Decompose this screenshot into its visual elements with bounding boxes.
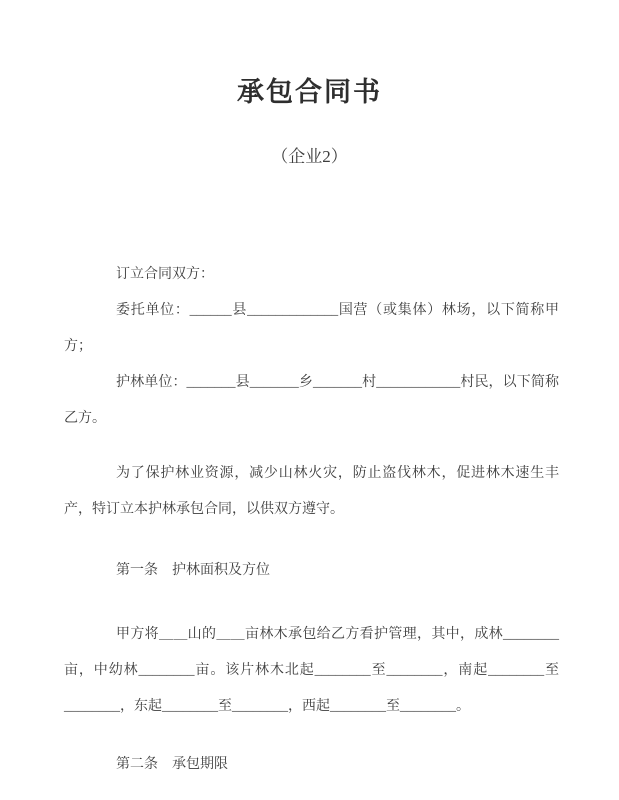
party-b-line: 护林单位：_______县_______乡_______村____________村民，以下简称乙方。: [64, 375, 559, 426]
document-subtitle: （企业2）: [271, 147, 348, 166]
article-1-heading: 第一条 护林面积及方位: [116, 563, 270, 578]
article-1-body: 甲方将＿＿山的＿＿亩林木承包给乙方看护管理，其中，成林________亩，中幼林________亩。该片林木北起________至________，南起________至________，东起________至________，西起________至________。: [64, 627, 559, 714]
purpose-paragraph: 为了保护林业资源，减少山林火灾，防止盗伐林木，促进林木速生丰产，特订立本护林承包合同，以供双方遵守。: [64, 466, 559, 517]
document-body: [0, 257, 619, 783]
article-2-heading: 第二条 承包期限: [116, 757, 228, 772]
document-title: 承包合同书: [237, 77, 382, 107]
party-a-line: 委托单位：______县_____________国营（或集体）林场，以下简称甲方；: [64, 303, 559, 354]
parties-intro-line: 订立合同双方：: [116, 267, 214, 282]
